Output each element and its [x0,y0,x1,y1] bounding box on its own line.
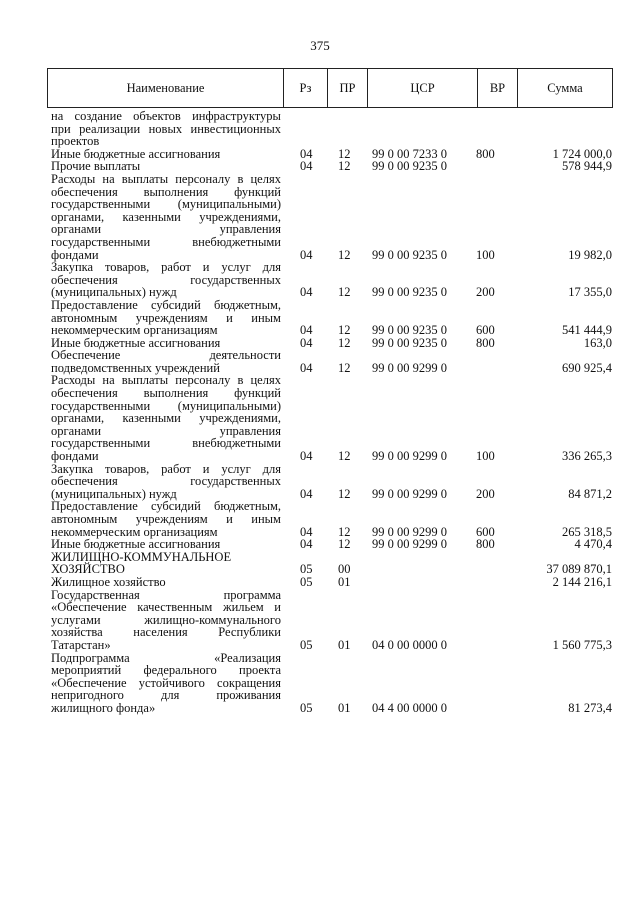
row-name-line: услугами жилищно-коммунального [51,612,281,627]
row-name-line: жилищного фонда» [51,700,156,715]
row-pr: 12 [338,486,351,501]
table-row [0,160,640,173]
row-name-line: Обеспечение деятельности [51,348,281,363]
row-sum: 1 560 775,3 [552,637,612,652]
row-sum: 336 265,3 [562,449,612,464]
row-name-line: Подпрограмма «Реализация [51,650,281,665]
table-row [0,589,640,652]
row-name-line: «Обеспечение устойчивого сокращения [51,675,281,690]
row-pr: 12 [338,146,351,161]
row-name [51,551,281,576]
row-name [51,500,281,538]
row-name-line: Предоставление субсидий бюджетным, [51,297,281,312]
row-vr: 100 [476,247,495,262]
row-csr: 99 0 00 9299 0 [372,360,447,375]
table-row [0,173,640,261]
table-row [0,110,640,148]
table-body [0,110,640,715]
row-csr: 99 0 00 9299 0 [372,486,447,501]
table-row [0,261,640,299]
row-rz: 04 [300,285,313,300]
row-name-line: Прочие выплаты [51,159,141,174]
row-name-line: органами, казенными учреждениями, [51,411,281,426]
row-rz: 04 [300,486,313,501]
row-sum: 4 470,4 [574,537,612,552]
row-name-line: Расходы на выплаты персоналу в целях [51,171,281,186]
row-name [51,576,281,589]
row-name-line: Иные бюджетные ассигнования [51,146,221,161]
row-name-line: фондами [51,247,99,262]
row-pr: 12 [338,323,351,338]
row-name-line: Государственная программа [51,587,281,602]
row-name-line: государственными внебюджетными [51,234,281,249]
row-pr: 12 [338,335,351,350]
table-row [0,538,640,551]
row-rz: 04 [300,247,313,262]
table-header [47,68,613,108]
row-vr: 200 [476,486,495,501]
row-name-line: Татарстан» [51,637,111,652]
row-name-line: Иные бюджетные ассигнования [51,335,221,350]
row-name-line: органами управления [51,423,281,438]
row-vr: 800 [476,146,495,161]
row-name-line: на создание объектов инфраструктуры [51,109,281,123]
row-name-line: (муниципальных) нужд [51,486,177,501]
row-rz: 04 [300,335,313,350]
row-name [51,349,281,374]
row-csr: 04 4 00 0000 0 [372,700,447,715]
row-pr: 12 [338,524,351,539]
row-name-line: подведомственных учреждений [51,360,220,375]
row-rz: 04 [300,360,313,375]
row-csr: 99 0 00 7233 0 [372,146,447,161]
row-name-line: автономным учреждениям и иным [51,310,281,325]
row-rz: 04 [300,524,313,539]
table-row [0,551,640,576]
row-rz: 05 [300,637,313,652]
row-name-line: Предоставление субсидий бюджетным, [51,499,281,514]
row-sum: 578 944,9 [562,159,612,174]
row-pr: 12 [338,537,351,552]
row-name [51,589,281,652]
row-csr: 99 0 00 9235 0 [372,285,447,300]
row-pr: 12 [338,159,351,174]
row-csr: 99 0 00 9235 0 [372,247,447,262]
row-csr: 99 0 00 9235 0 [372,335,447,350]
row-name-line: фондами [51,449,99,464]
row-name-line: мероприятий федерального проекта [51,663,281,678]
row-vr: 200 [476,285,495,300]
row-rz: 04 [300,537,313,552]
header-rz: Рз [284,69,328,107]
row-rz: 05 [300,700,313,715]
row-name-line: «Обеспечение качественным жильем и [51,600,281,615]
row-name [51,538,281,551]
row-name-line: проектов [51,134,100,149]
row-vr: 800 [476,335,495,350]
row-rz: 04 [300,146,313,161]
row-vr: 600 [476,323,495,338]
row-vr: 800 [476,537,495,552]
row-sum: 84 871,2 [568,486,612,501]
row-sum: 1 724 000,0 [552,146,612,161]
row-name-line: органами, казенными учреждениями, [51,209,281,224]
table-row [0,349,640,374]
row-sum: 2 144 216,1 [552,574,612,589]
row-name-line: обеспечения выполнения функций [51,184,281,199]
header-sum: Сумма [547,80,583,95]
row-sum: 37 089 870,1 [546,562,612,577]
table-row [0,299,640,337]
row-name-line: ХОЗЯЙСТВО [51,562,125,577]
row-csr: 99 0 00 9299 0 [372,524,447,539]
row-name-line: некоммерческим организациям [51,524,218,539]
row-pr: 12 [338,247,351,262]
row-pr: 12 [338,285,351,300]
row-vr: 600 [476,524,495,539]
row-rz: 04 [300,449,313,464]
row-name-line: государственными (муниципальными) [51,197,281,212]
row-name [51,299,281,337]
header-csr: ЦСР [368,69,478,107]
row-sum: 17 355,0 [568,285,612,300]
row-sum: 163,0 [583,335,612,350]
row-pr: 00 [338,562,351,577]
row-pr: 12 [338,360,351,375]
table-row [0,576,640,589]
row-name [51,110,281,148]
header-vr: ВР [478,69,518,107]
row-pr: 01 [338,700,351,715]
row-csr: 99 0 00 9299 0 [372,449,447,464]
row-csr: 99 0 00 9235 0 [372,159,447,174]
row-name-line: государственными (муниципальными) [51,398,281,413]
row-name-line: Расходы на выплаты персоналу в целях [51,373,281,388]
row-csr: 99 0 00 9299 0 [372,537,447,552]
row-csr: 04 0 00 0000 0 [372,637,447,652]
row-rz: 04 [300,323,313,338]
table-row [0,652,640,715]
row-name [51,261,281,299]
row-sum: 19 982,0 [568,247,612,262]
row-sum: 690 925,4 [562,360,612,375]
row-pr: 01 [338,574,351,589]
page-number: 375 [310,38,330,53]
row-name-line: при реализации новых инвестиционных [51,121,281,136]
row-name [51,374,281,462]
row-name-line: обеспечения государственных [51,272,281,287]
header-pr: ПР [328,69,368,107]
row-name-line: обеспечения выполнения функций [51,386,281,401]
row-name-line: органами управления [51,222,281,237]
header-name: Наименование [48,69,284,107]
row-sum: 265 318,5 [562,524,612,539]
row-name-line: ЖИЛИЩНО-КОММУНАЛЬНОЕ [51,549,232,564]
row-name-line: непригодного для проживания [51,688,281,703]
row-vr: 100 [476,449,495,464]
row-name-line: государственными внебюджетными [51,436,281,451]
row-name [51,463,281,501]
row-name-line: (муниципальных) нужд [51,285,177,300]
row-sum: 541 444,9 [562,323,612,338]
row-name-line: Жилищное хозяйство [51,574,166,589]
table-row [0,463,640,501]
row-name [51,652,281,715]
row-name-line: Закупка товаров, работ и услуг для [51,260,281,275]
row-name-line: Закупка товаров, работ и услуг для [51,461,281,476]
row-rz: 05 [300,574,313,589]
row-name-line: автономным учреждениям и иным [51,512,281,526]
row-name-line: хозяйства населения Республики [51,625,281,640]
row-name-line: Иные бюджетные ассигнования [51,537,221,552]
row-name-line: некоммерческим организациям [51,323,218,338]
row-pr: 12 [338,449,351,464]
row-sum: 81 273,4 [568,700,612,715]
row-rz: 05 [300,562,313,577]
row-name-line: обеспечения государственных [51,474,281,489]
table-row [0,500,640,538]
row-csr: 99 0 00 9235 0 [372,323,447,338]
table-row [0,374,640,462]
row-rz: 04 [300,159,313,174]
row-name [51,173,281,261]
row-pr: 01 [338,637,351,652]
